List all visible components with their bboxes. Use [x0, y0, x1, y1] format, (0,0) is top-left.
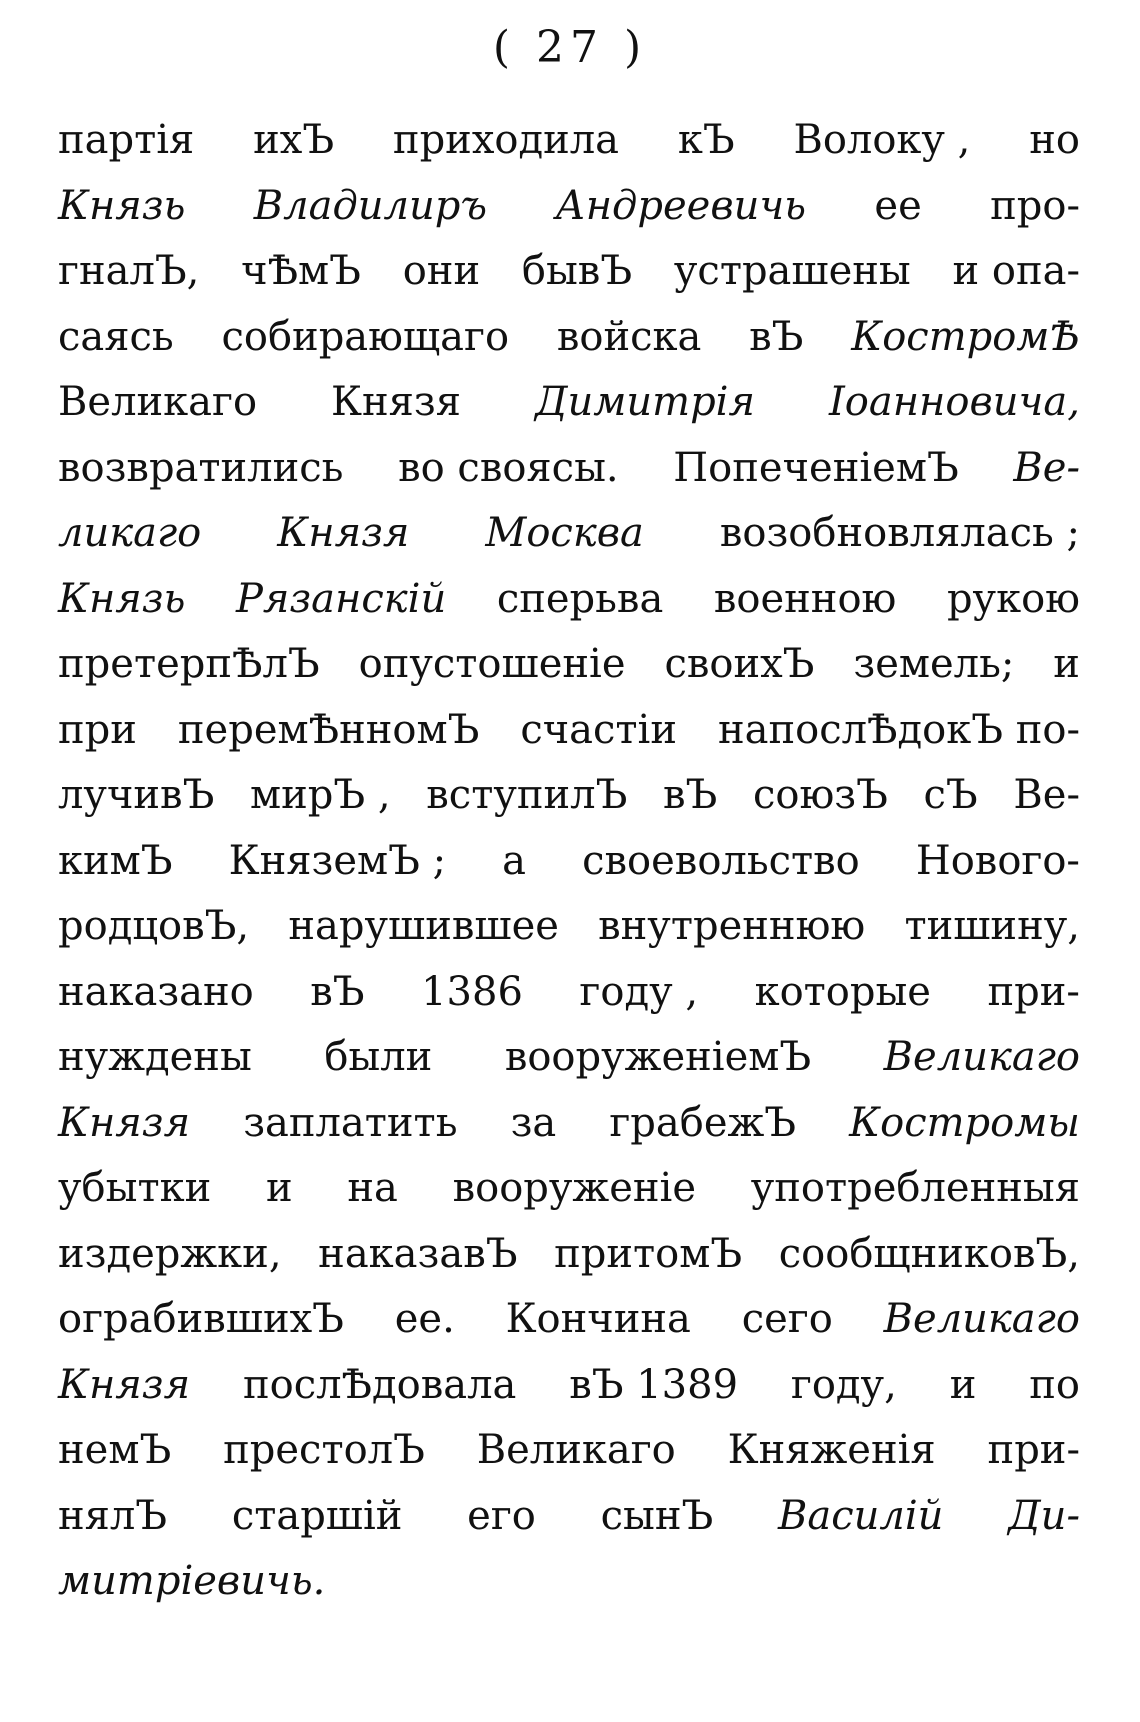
text-segment: сообщниковЪ,: [778, 1230, 1080, 1277]
text-segment: Волоку ,: [793, 117, 971, 163]
text-segment: устрашены: [673, 248, 911, 294]
text-line: [58, 1418, 1080, 1484]
text-line: [58, 1353, 1080, 1419]
text-segment: КостромѢ: [851, 313, 1080, 360]
text-segment: ихЪ: [253, 117, 335, 163]
text-segment: употребленныя: [750, 1165, 1080, 1211]
text-segment: они: [402, 248, 481, 294]
text-segment: Василій: [778, 1492, 944, 1539]
text-segment: Князь: [58, 182, 186, 229]
text-segment: заплатить: [243, 1099, 458, 1146]
text-segment: нялЪ: [58, 1492, 168, 1539]
text-segment: мирЪ ,: [250, 772, 391, 818]
text-segment: земель;: [853, 641, 1015, 687]
text-segment: престолЪ: [223, 1427, 425, 1473]
text-segment: счастіи: [520, 706, 678, 753]
text-segment: перемѢнномЪ: [177, 706, 480, 753]
text-line: [58, 1287, 1080, 1353]
text-line: [58, 436, 1080, 502]
text-segment: войска: [556, 313, 702, 360]
text-segment: а: [502, 837, 527, 884]
text-segment: издержки,: [58, 1230, 282, 1277]
text-segment: лучивЪ: [58, 772, 215, 818]
text-segment: Ве-: [1013, 772, 1080, 818]
text-segment: на: [347, 1165, 398, 1211]
text-segment: вооруженіе: [452, 1165, 697, 1211]
text-segment: Великаго: [476, 1427, 676, 1473]
text-segment: притомЪ: [554, 1230, 743, 1277]
text-segment: своихЪ: [664, 641, 815, 687]
text-segment: возобновлялась ;: [719, 510, 1080, 556]
text-line: [58, 894, 1080, 960]
text-segment: сынЪ: [600, 1492, 714, 1539]
text-segment: грабежЪ: [609, 1099, 797, 1146]
text-segment: Князя: [331, 379, 461, 425]
text-segment: внутреннюю: [598, 903, 866, 949]
text-line: [58, 960, 1080, 1026]
text-segment: 1386: [421, 968, 523, 1015]
text-segment: Великаго: [883, 1034, 1080, 1080]
text-segment: ПопеченіемЪ: [673, 444, 959, 491]
text-segment: и: [949, 1361, 977, 1408]
text-segment: послѢдовала: [242, 1361, 517, 1408]
text-segment: ее: [874, 182, 922, 229]
text-segment: ликаго: [58, 510, 202, 556]
text-segment: гналЪ,: [58, 248, 200, 294]
text-segment: Димитрія: [534, 379, 755, 425]
text-line: [58, 1484, 1080, 1550]
text-segment: убытки: [58, 1165, 212, 1211]
text-segment: своевольство: [582, 837, 860, 884]
text-segment: Князя: [58, 1361, 191, 1408]
text-segment: году ,: [579, 968, 699, 1015]
text-segment: были: [324, 1034, 433, 1080]
text-segment: Нового-: [915, 837, 1080, 884]
text-segment: при: [58, 706, 137, 753]
text-segment: за: [510, 1099, 557, 1146]
text-segment: наказано: [58, 968, 254, 1015]
text-segment: при-: [987, 1427, 1080, 1473]
text-segment: старшій: [231, 1492, 403, 1539]
text-segment: по: [1029, 1361, 1080, 1408]
text-segment: союзЪ: [752, 772, 888, 818]
text-segment: вооруженіемЪ: [504, 1034, 812, 1080]
text-segment: Ве-: [1013, 444, 1080, 491]
text-segment: сперьва: [496, 575, 664, 622]
text-line: [58, 632, 1080, 698]
text-segment: году,: [790, 1361, 897, 1408]
text-segment: но: [1029, 117, 1080, 163]
text-segment: сЪ: [923, 772, 978, 818]
text-segment: рукою: [946, 575, 1080, 622]
page-number: ( 27 ): [492, 22, 648, 73]
text-segment: претерпѢлЪ: [58, 641, 320, 687]
text-segment: вступилЪ: [426, 772, 628, 818]
text-segment: Князя: [58, 1099, 191, 1146]
text-segment: тишину,: [904, 903, 1080, 949]
text-segment: Іоанновича,: [828, 379, 1080, 425]
text-segment: Великаго: [58, 379, 258, 425]
text-segment: военною: [713, 575, 897, 622]
text-segment: Княженія: [727, 1427, 936, 1473]
text-segment: Владилиръ: [253, 182, 488, 229]
text-segment: возвратились: [58, 444, 344, 491]
text-segment: и: [1053, 641, 1080, 687]
text-line: [58, 1091, 1080, 1157]
text-segment: при-: [987, 968, 1080, 1015]
text-segment: и: [265, 1165, 293, 1211]
text-line: [58, 370, 1080, 436]
text-segment: КняземЪ ;: [228, 837, 447, 884]
text-segment: нарушившее: [288, 903, 559, 949]
text-segment: нуждены: [58, 1034, 252, 1080]
text-segment: про-: [990, 182, 1080, 229]
text-segment: сего: [741, 1296, 833, 1342]
text-line: [58, 305, 1080, 371]
text-segment: Ди-: [1008, 1492, 1080, 1539]
text-segment: бывЪ: [521, 248, 633, 294]
text-segment: чѢмЪ: [241, 248, 361, 294]
text-segment: во своясы.: [398, 444, 619, 491]
text-line: [58, 1549, 1080, 1615]
text-segment: партія: [58, 117, 195, 163]
text-segment: напослѢдокЪ по-: [717, 706, 1080, 753]
text-segment: вЪ 1389: [569, 1361, 739, 1408]
text-segment: Князя: [277, 510, 410, 556]
text-line: [58, 501, 1080, 567]
text-segment: опустошеніе: [358, 641, 626, 687]
text-segment: родцовЪ,: [58, 903, 250, 949]
body-text: [58, 108, 1080, 1615]
text-line: [58, 239, 1080, 305]
text-segment: которые: [754, 968, 931, 1015]
text-segment: наказавЪ: [318, 1230, 518, 1277]
text-segment: митріевичь.: [58, 1558, 326, 1604]
text-segment: Великаго: [883, 1296, 1080, 1342]
text-segment: кимЪ: [58, 837, 173, 884]
text-segment: вЪ: [310, 968, 365, 1015]
text-segment: Рязанскій: [235, 575, 447, 622]
text-segment: вЪ: [663, 772, 718, 818]
text-line: [58, 763, 1080, 829]
text-line: [58, 1025, 1080, 1091]
text-segment: собирающаго: [221, 313, 510, 360]
text-segment: Костромы: [849, 1099, 1080, 1146]
text-segment: кЪ: [677, 117, 735, 163]
text-segment: приходила: [392, 117, 620, 163]
text-segment: и опа-: [952, 248, 1080, 294]
text-segment: Москва: [485, 510, 644, 556]
text-segment: Кончина: [505, 1296, 691, 1342]
text-segment: ее.: [394, 1296, 455, 1342]
text-line: [58, 108, 1080, 174]
text-segment: немЪ: [58, 1427, 172, 1473]
text-line: [58, 1222, 1080, 1288]
text-segment: вЪ: [749, 313, 804, 360]
text-segment: его: [467, 1492, 536, 1539]
text-line: [58, 174, 1080, 240]
text-segment: ограбившихЪ: [58, 1296, 344, 1342]
text-line: [58, 567, 1080, 633]
text-segment: Князь: [58, 575, 186, 622]
text-segment: саясь: [58, 313, 174, 360]
text-line: [58, 829, 1080, 895]
text-line: [58, 698, 1080, 764]
text-segment: Андреевичь: [555, 182, 807, 229]
text-line: [58, 1156, 1080, 1222]
